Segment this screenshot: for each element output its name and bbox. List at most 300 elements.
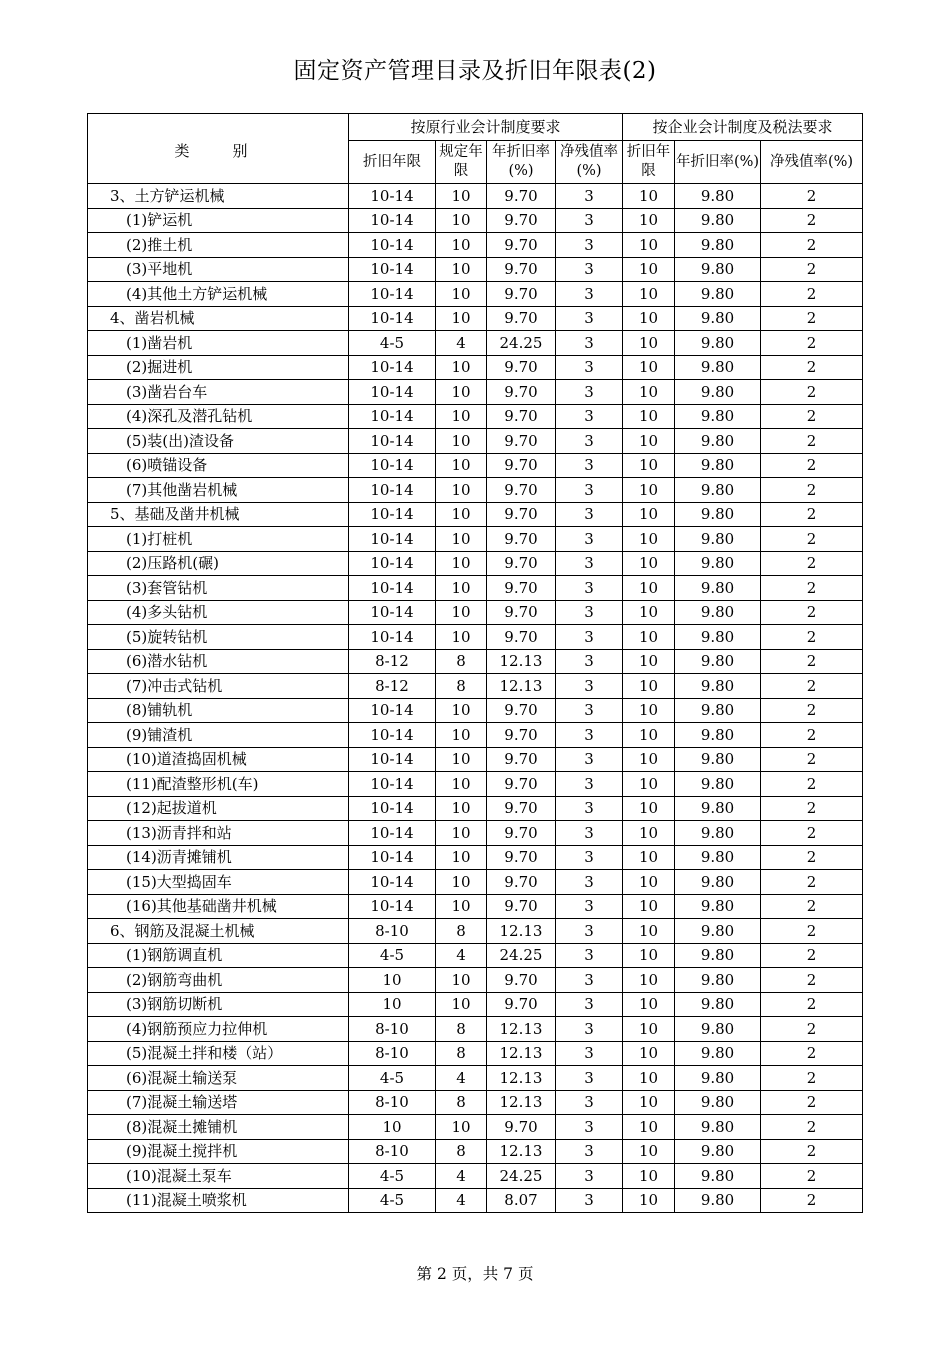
cell-new-rate: 9.80 xyxy=(675,821,761,846)
cell-old-life: 10-14 xyxy=(349,208,436,233)
cell-old-rate: 9.70 xyxy=(487,478,556,503)
cell-new-life: 10 xyxy=(623,233,675,258)
cell-new-residual: 2 xyxy=(761,282,863,307)
category-name: (9)混凝土搅拌机 xyxy=(88,1139,349,1164)
table-row xyxy=(88,821,863,846)
cell-new-residual: 2 xyxy=(761,233,863,258)
cell-new-rate: 9.80 xyxy=(675,282,761,307)
cell-old-rule-years: 10 xyxy=(436,306,487,331)
cell-new-life: 10 xyxy=(623,1017,675,1042)
cell-old-rate: 8.07 xyxy=(487,1188,556,1213)
cell-new-rate: 9.80 xyxy=(675,551,761,576)
cell-new-residual: 2 xyxy=(761,894,863,919)
table-row xyxy=(88,723,863,748)
cell-new-rate: 9.80 xyxy=(675,723,761,748)
cell-new-life: 10 xyxy=(623,429,675,454)
cell-old-residual: 3 xyxy=(556,355,623,380)
cell-old-rate: 24.25 xyxy=(487,1164,556,1189)
cell-new-rate: 9.80 xyxy=(675,429,761,454)
cell-old-life: 10-14 xyxy=(349,747,436,772)
cell-old-life: 10-14 xyxy=(349,527,436,552)
cell-old-rule-years: 10 xyxy=(436,821,487,846)
cell-new-rate: 9.80 xyxy=(675,870,761,895)
cell-new-life: 10 xyxy=(623,527,675,552)
cell-new-residual: 2 xyxy=(761,257,863,282)
cell-old-life: 8-10 xyxy=(349,1017,436,1042)
cell-old-residual: 3 xyxy=(556,1066,623,1091)
cell-old-life: 10-14 xyxy=(349,429,436,454)
cell-old-residual: 3 xyxy=(556,1115,623,1140)
cell-old-rate: 9.70 xyxy=(487,772,556,797)
category-name: (7)其他凿岩机械 xyxy=(88,478,349,503)
cell-old-rate: 9.70 xyxy=(487,821,556,846)
table-row xyxy=(88,943,863,968)
category-name: (16)其他基础凿井机械 xyxy=(88,894,349,919)
cell-old-residual: 3 xyxy=(556,943,623,968)
category-name: 4、凿岩机械 xyxy=(88,306,349,331)
cell-new-residual: 2 xyxy=(761,429,863,454)
col-header-old-life: 折旧年限 xyxy=(349,141,436,184)
cell-new-rate: 9.80 xyxy=(675,184,761,209)
col-header-old-residual: 净残值率(%) xyxy=(556,141,623,184)
header-row-1 xyxy=(88,114,863,141)
cell-new-rate: 9.80 xyxy=(675,1066,761,1091)
cell-old-life: 4-5 xyxy=(349,943,436,968)
cell-new-residual: 2 xyxy=(761,968,863,993)
cell-old-life: 8-12 xyxy=(349,649,436,674)
cell-old-residual: 3 xyxy=(556,282,623,307)
cell-old-rate: 9.70 xyxy=(487,845,556,870)
table-row xyxy=(88,184,863,209)
cell-old-residual: 3 xyxy=(556,870,623,895)
cell-old-residual: 3 xyxy=(556,698,623,723)
cell-old-rate: 9.70 xyxy=(487,796,556,821)
cell-old-rule-years: 10 xyxy=(436,870,487,895)
cell-new-residual: 2 xyxy=(761,208,863,233)
category-name: (5)装(出)渣设备 xyxy=(88,429,349,454)
cell-new-residual: 2 xyxy=(761,698,863,723)
page-footer: 第 2 页，共 7 页 xyxy=(416,1265,534,1283)
cell-old-life: 8-10 xyxy=(349,1090,436,1115)
category-name: (11)混凝土喷浆机 xyxy=(88,1188,349,1213)
cell-old-life: 10 xyxy=(349,992,436,1017)
cell-old-residual: 3 xyxy=(556,257,623,282)
cell-old-rule-years: 8 xyxy=(436,1017,487,1042)
cell-new-life: 10 xyxy=(623,1066,675,1091)
cell-new-life: 10 xyxy=(623,649,675,674)
cell-old-residual: 3 xyxy=(556,453,623,478)
table-row xyxy=(88,282,863,307)
cell-new-residual: 2 xyxy=(761,1041,863,1066)
cell-new-life: 10 xyxy=(623,992,675,1017)
table-row xyxy=(88,894,863,919)
cell-old-rate: 9.70 xyxy=(487,551,556,576)
category-name: (10)道渣捣固机械 xyxy=(88,747,349,772)
cell-new-residual: 2 xyxy=(761,404,863,429)
cell-new-life: 10 xyxy=(623,380,675,405)
col-header-new-life: 折旧年限 xyxy=(623,141,675,184)
cell-old-rate: 9.70 xyxy=(487,625,556,650)
category-name: (15)大型捣固车 xyxy=(88,870,349,895)
cell-old-rule-years: 4 xyxy=(436,1066,487,1091)
category-name: (7)冲击式钻机 xyxy=(88,674,349,699)
table-row xyxy=(88,331,863,356)
cell-new-life: 10 xyxy=(623,1041,675,1066)
cell-new-rate: 9.80 xyxy=(675,968,761,993)
cell-old-rate: 9.70 xyxy=(487,600,556,625)
cell-old-residual: 3 xyxy=(556,625,623,650)
category-name: (5)旋转钻机 xyxy=(88,625,349,650)
cell-old-rate: 9.70 xyxy=(487,870,556,895)
cell-old-rule-years: 4 xyxy=(436,331,487,356)
cell-old-life: 10-14 xyxy=(349,772,436,797)
cell-old-residual: 3 xyxy=(556,821,623,846)
cell-new-life: 10 xyxy=(623,331,675,356)
col-header-new-rate: 年折旧率(%) xyxy=(675,141,761,184)
cell-new-life: 10 xyxy=(623,257,675,282)
cell-old-rate: 12.13 xyxy=(487,649,556,674)
cell-old-life: 4-5 xyxy=(349,1188,436,1213)
cell-new-residual: 2 xyxy=(761,551,863,576)
cell-old-life: 10-14 xyxy=(349,184,436,209)
cell-new-rate: 9.80 xyxy=(675,257,761,282)
category-name: (14)沥青摊铺机 xyxy=(88,845,349,870)
cell-old-residual: 3 xyxy=(556,551,623,576)
cell-old-rate: 9.70 xyxy=(487,429,556,454)
cell-new-rate: 9.80 xyxy=(675,747,761,772)
cell-old-rule-years: 10 xyxy=(436,184,487,209)
cell-old-rate: 9.70 xyxy=(487,306,556,331)
cell-old-rule-years: 10 xyxy=(436,502,487,527)
cell-old-residual: 3 xyxy=(556,796,623,821)
category-name: (2)掘进机 xyxy=(88,355,349,380)
cell-new-life: 10 xyxy=(623,1188,675,1213)
cell-new-residual: 2 xyxy=(761,331,863,356)
cell-old-life: 10-14 xyxy=(349,453,436,478)
cell-old-life: 10-14 xyxy=(349,845,436,870)
cell-old-residual: 3 xyxy=(556,772,623,797)
cell-new-rate: 9.80 xyxy=(675,576,761,601)
cell-old-rule-years: 10 xyxy=(436,380,487,405)
cell-new-rate: 9.80 xyxy=(675,306,761,331)
cell-old-rate: 9.70 xyxy=(487,1115,556,1140)
cell-new-rate: 9.80 xyxy=(675,600,761,625)
cell-old-life: 10-14 xyxy=(349,870,436,895)
cell-old-rule-years: 10 xyxy=(436,600,487,625)
cell-old-residual: 3 xyxy=(556,919,623,944)
cell-old-rule-years: 10 xyxy=(436,698,487,723)
cell-new-residual: 2 xyxy=(761,453,863,478)
category-name: (6)混凝土输送泵 xyxy=(88,1066,349,1091)
table-row xyxy=(88,306,863,331)
category-name: (1)铲运机 xyxy=(88,208,349,233)
cell-new-residual: 2 xyxy=(761,1188,863,1213)
cell-old-rate: 12.13 xyxy=(487,674,556,699)
cell-new-residual: 2 xyxy=(761,796,863,821)
cell-new-life: 10 xyxy=(623,1115,675,1140)
cell-new-rate: 9.80 xyxy=(675,1017,761,1042)
cell-old-rate: 9.70 xyxy=(487,527,556,552)
cell-new-residual: 2 xyxy=(761,845,863,870)
cell-old-life: 10-14 xyxy=(349,257,436,282)
category-name: (6)潜水钻机 xyxy=(88,649,349,674)
cell-old-residual: 3 xyxy=(556,1017,623,1042)
cell-old-rule-years: 10 xyxy=(436,527,487,552)
cell-old-rule-years: 10 xyxy=(436,208,487,233)
cell-old-rate: 9.70 xyxy=(487,257,556,282)
cell-old-life: 4-5 xyxy=(349,1164,436,1189)
cell-old-residual: 3 xyxy=(556,331,623,356)
cell-old-residual: 3 xyxy=(556,429,623,454)
table-row xyxy=(88,1066,863,1091)
cell-old-rule-years: 8 xyxy=(436,649,487,674)
cell-old-rule-years: 10 xyxy=(436,576,487,601)
cell-new-rate: 9.80 xyxy=(675,796,761,821)
cell-old-rule-years: 10 xyxy=(436,992,487,1017)
cell-old-life: 4-5 xyxy=(349,1066,436,1091)
cell-old-residual: 3 xyxy=(556,600,623,625)
cell-old-life: 10-14 xyxy=(349,625,436,650)
cell-old-rule-years: 8 xyxy=(436,1090,487,1115)
cell-old-life: 8-10 xyxy=(349,919,436,944)
cell-new-rate: 9.80 xyxy=(675,845,761,870)
cell-new-residual: 2 xyxy=(761,1090,863,1115)
cell-old-residual: 3 xyxy=(556,894,623,919)
cell-old-rule-years: 10 xyxy=(436,796,487,821)
cell-new-residual: 2 xyxy=(761,674,863,699)
cell-old-life: 10-14 xyxy=(349,306,436,331)
table-row xyxy=(88,919,863,944)
table-row xyxy=(88,576,863,601)
cell-old-life: 10-14 xyxy=(349,796,436,821)
cell-new-rate: 9.80 xyxy=(675,453,761,478)
category-name: (2)推土机 xyxy=(88,233,349,258)
cell-new-residual: 2 xyxy=(761,576,863,601)
cell-new-life: 10 xyxy=(623,845,675,870)
table-row xyxy=(88,600,863,625)
category-name: (3)钢筋切断机 xyxy=(88,992,349,1017)
cell-old-residual: 3 xyxy=(556,1164,623,1189)
cell-new-residual: 2 xyxy=(761,355,863,380)
cell-old-residual: 3 xyxy=(556,747,623,772)
cell-new-rate: 9.80 xyxy=(675,1188,761,1213)
table-row xyxy=(88,698,863,723)
cell-old-rate: 9.70 xyxy=(487,502,556,527)
cell-new-rate: 9.80 xyxy=(675,355,761,380)
cell-old-rule-years: 10 xyxy=(436,723,487,748)
cell-old-life: 10-14 xyxy=(349,551,436,576)
table-row xyxy=(88,1041,863,1066)
cell-old-rate: 9.70 xyxy=(487,355,556,380)
cell-old-rule-years: 8 xyxy=(436,674,487,699)
cell-new-residual: 2 xyxy=(761,380,863,405)
cell-old-rate: 12.13 xyxy=(487,919,556,944)
category-name: 6、钢筋及混凝土机械 xyxy=(88,919,349,944)
category-name: (3)套管钻机 xyxy=(88,576,349,601)
category-name: (3)平地机 xyxy=(88,257,349,282)
table-row xyxy=(88,453,863,478)
category-name: (2)钢筋弯曲机 xyxy=(88,968,349,993)
cell-new-rate: 9.80 xyxy=(675,1041,761,1066)
cell-old-life: 8-12 xyxy=(349,674,436,699)
cell-old-rate: 9.70 xyxy=(487,992,556,1017)
cell-old-rule-years: 8 xyxy=(436,919,487,944)
cell-new-residual: 2 xyxy=(761,527,863,552)
cell-new-residual: 2 xyxy=(761,772,863,797)
cell-new-life: 10 xyxy=(623,943,675,968)
group-header-old: 按原行业会计制度要求 xyxy=(349,114,623,141)
cell-new-life: 10 xyxy=(623,625,675,650)
cell-new-rate: 9.80 xyxy=(675,992,761,1017)
cell-old-rule-years: 10 xyxy=(436,747,487,772)
col-header-old-rule-years: 规定年限 xyxy=(436,141,487,184)
cell-old-rate: 9.70 xyxy=(487,233,556,258)
cell-new-residual: 2 xyxy=(761,600,863,625)
cell-old-residual: 3 xyxy=(556,208,623,233)
cell-new-residual: 2 xyxy=(761,625,863,650)
cell-new-life: 10 xyxy=(623,355,675,380)
cell-old-rule-years: 10 xyxy=(436,453,487,478)
cell-new-life: 10 xyxy=(623,1090,675,1115)
cell-new-life: 10 xyxy=(623,772,675,797)
cell-old-rule-years: 4 xyxy=(436,1188,487,1213)
cell-old-life: 10-14 xyxy=(349,723,436,748)
cell-new-life: 10 xyxy=(623,919,675,944)
cell-new-rate: 9.80 xyxy=(675,649,761,674)
category-name: (13)沥青拌和站 xyxy=(88,821,349,846)
cell-old-rate: 9.70 xyxy=(487,698,556,723)
table-row xyxy=(88,502,863,527)
cell-new-life: 10 xyxy=(623,870,675,895)
cell-old-rate: 9.70 xyxy=(487,894,556,919)
cell-old-rule-years: 10 xyxy=(436,551,487,576)
cell-new-life: 10 xyxy=(623,282,675,307)
cell-old-rule-years: 4 xyxy=(436,943,487,968)
cell-new-residual: 2 xyxy=(761,919,863,944)
group-header-new: 按企业会计制度及税法要求 xyxy=(623,114,863,141)
cell-old-rule-years: 10 xyxy=(436,625,487,650)
cell-old-residual: 3 xyxy=(556,404,623,429)
table-row xyxy=(88,674,863,699)
category-name: (8)铺轨机 xyxy=(88,698,349,723)
cell-new-life: 10 xyxy=(623,821,675,846)
cell-new-residual: 2 xyxy=(761,747,863,772)
cell-old-residual: 3 xyxy=(556,576,623,601)
cell-new-life: 10 xyxy=(623,674,675,699)
cell-old-residual: 3 xyxy=(556,723,623,748)
category-name: (4)多头钻机 xyxy=(88,600,349,625)
cell-old-residual: 3 xyxy=(556,306,623,331)
cell-old-rate: 9.70 xyxy=(487,404,556,429)
cell-old-rate: 24.25 xyxy=(487,943,556,968)
table-row xyxy=(88,968,863,993)
cell-old-rate: 12.13 xyxy=(487,1017,556,1042)
cell-new-residual: 2 xyxy=(761,478,863,503)
cell-old-life: 10-14 xyxy=(349,355,436,380)
cell-new-rate: 9.80 xyxy=(675,380,761,405)
table-row xyxy=(88,208,863,233)
cell-new-rate: 9.80 xyxy=(675,478,761,503)
cell-new-rate: 9.80 xyxy=(675,943,761,968)
cell-new-life: 10 xyxy=(623,796,675,821)
category-name: (5)混凝土拌和楼（站） xyxy=(88,1041,349,1066)
cell-new-rate: 9.80 xyxy=(675,674,761,699)
category-name: (10)混凝土泵车 xyxy=(88,1164,349,1189)
cell-old-residual: 3 xyxy=(556,845,623,870)
cell-old-life: 8-10 xyxy=(349,1139,436,1164)
category-name: (3)凿岩台车 xyxy=(88,380,349,405)
cell-new-life: 10 xyxy=(623,502,675,527)
cell-old-rate: 12.13 xyxy=(487,1090,556,1115)
cell-old-life: 10-14 xyxy=(349,282,436,307)
cell-old-rule-years: 10 xyxy=(436,257,487,282)
cell-new-life: 10 xyxy=(623,478,675,503)
cell-new-residual: 2 xyxy=(761,1066,863,1091)
cell-new-life: 10 xyxy=(623,894,675,919)
cell-new-residual: 2 xyxy=(761,1115,863,1140)
cell-old-rate: 9.70 xyxy=(487,576,556,601)
cell-new-residual: 2 xyxy=(761,184,863,209)
cell-new-rate: 9.80 xyxy=(675,894,761,919)
cell-old-rule-years: 10 xyxy=(436,404,487,429)
cell-old-life: 10-14 xyxy=(349,576,436,601)
cell-old-rate: 12.13 xyxy=(487,1066,556,1091)
category-name: (1)打桩机 xyxy=(88,527,349,552)
category-name: (7)混凝土输送塔 xyxy=(88,1090,349,1115)
category-name: (9)铺渣机 xyxy=(88,723,349,748)
cell-new-life: 10 xyxy=(623,404,675,429)
cell-new-residual: 2 xyxy=(761,502,863,527)
cell-new-rate: 9.80 xyxy=(675,233,761,258)
table-row xyxy=(88,355,863,380)
cell-old-residual: 3 xyxy=(556,380,623,405)
table-row xyxy=(88,527,863,552)
table-row xyxy=(88,845,863,870)
cell-new-residual: 2 xyxy=(761,1017,863,1042)
cell-old-residual: 3 xyxy=(556,1139,623,1164)
category-name: (8)混凝土摊铺机 xyxy=(88,1115,349,1140)
cell-old-rule-years: 10 xyxy=(436,429,487,454)
cell-old-rate: 9.70 xyxy=(487,723,556,748)
cell-old-rate: 9.70 xyxy=(487,208,556,233)
cell-new-life: 10 xyxy=(623,208,675,233)
cell-old-life: 4-5 xyxy=(349,331,436,356)
table-row xyxy=(88,551,863,576)
category-name: (6)喷锚设备 xyxy=(88,453,349,478)
cell-new-life: 10 xyxy=(623,576,675,601)
cell-new-rate: 9.80 xyxy=(675,1139,761,1164)
cell-old-residual: 3 xyxy=(556,1090,623,1115)
cell-old-rate: 9.70 xyxy=(487,453,556,478)
cell-new-rate: 9.80 xyxy=(675,527,761,552)
cell-new-residual: 2 xyxy=(761,649,863,674)
table-row xyxy=(88,1164,863,1189)
cell-old-rule-years: 10 xyxy=(436,894,487,919)
cell-old-life: 10-14 xyxy=(349,404,436,429)
cell-old-life: 10-14 xyxy=(349,600,436,625)
category-name: (1)凿岩机 xyxy=(88,331,349,356)
category-name: (4)钢筋预应力拉伸机 xyxy=(88,1017,349,1042)
table-row xyxy=(88,1090,863,1115)
cell-new-residual: 2 xyxy=(761,870,863,895)
cell-old-rule-years: 10 xyxy=(436,772,487,797)
cell-new-rate: 9.80 xyxy=(675,772,761,797)
cell-old-rate: 12.13 xyxy=(487,1139,556,1164)
cell-new-residual: 2 xyxy=(761,1164,863,1189)
category-name: (2)压路机(碾) xyxy=(88,551,349,576)
cell-new-residual: 2 xyxy=(761,943,863,968)
category-name: 5、基础及凿井机械 xyxy=(88,502,349,527)
